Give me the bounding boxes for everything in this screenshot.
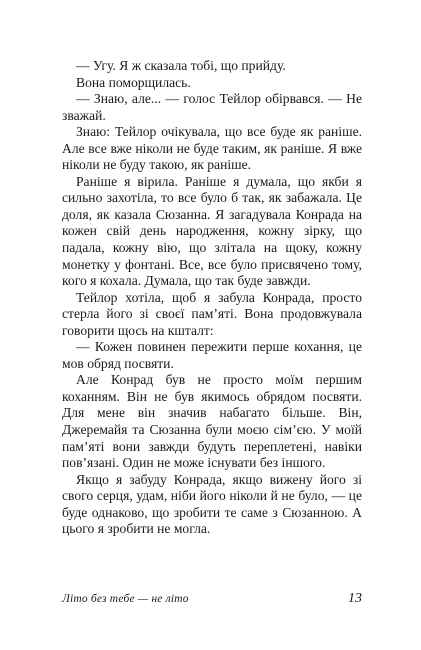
paragraph: — Знаю, але... — голос Тейлор обірвався. — Не зважай.	[62, 91, 362, 123]
running-title: Літо без тебе — не літо	[62, 593, 189, 605]
paragraph: Тейлор хотіла, щоб я забула Конрада, просто стерла його зі своєї пам’яті. Вона продовжувала говорити щось на кшталт:	[62, 289, 362, 338]
paragraph: Вона поморщилась.	[76, 74, 191, 90]
body-text	[62, 58, 362, 538]
paragraph: Знаю: Тейлор очікувала, що все буде як раніше. Але все вже ніколи не буде таким, як раніше. Я вже ніколи не буду такою, як раніше.	[62, 124, 362, 173]
paragraph: Але Конрад був не просто моїм першим коханням. Він не був якимось обрядом посвяти. Для мене він значив набагато більше. Він, Джеремайя та Сюзанна були моєю сім’єю. У моїй пам’яті вони завжди будуть переплетені, навіки пов’язані. Один не може існувати без іншого.	[62, 372, 362, 471]
page-footer	[62, 593, 362, 611]
paragraph: — Кожен повинен пережити перше кохання, це мов обряд посвяти.	[62, 339, 362, 371]
page-number: 13	[348, 591, 362, 606]
paragraph: Якщо я забуду Конрада, якщо вижену його зі свого серця, удам, ніби його ніколи й не було, — це буде однаково, що зробити те саме з Сюзанною. А цього я зробити не могла.	[62, 471, 362, 537]
paragraph: — Угу. Я ж сказала тобі, що прийду.	[76, 58, 286, 73]
paragraph: Раніше я вірила. Раніше я думала, що якби я сильно захотіла, то все було б так, як забажала. Це доля, як казала Сюзанна. Я загадувала Конрада на кожен свій день народження, кожну зірку, що падала, кожну вію, що злітала на щоку, кожну монетку у фонтані. Все, все було присвячено тому, кого я кохала. Думала, що так буде завжди.	[62, 173, 362, 289]
